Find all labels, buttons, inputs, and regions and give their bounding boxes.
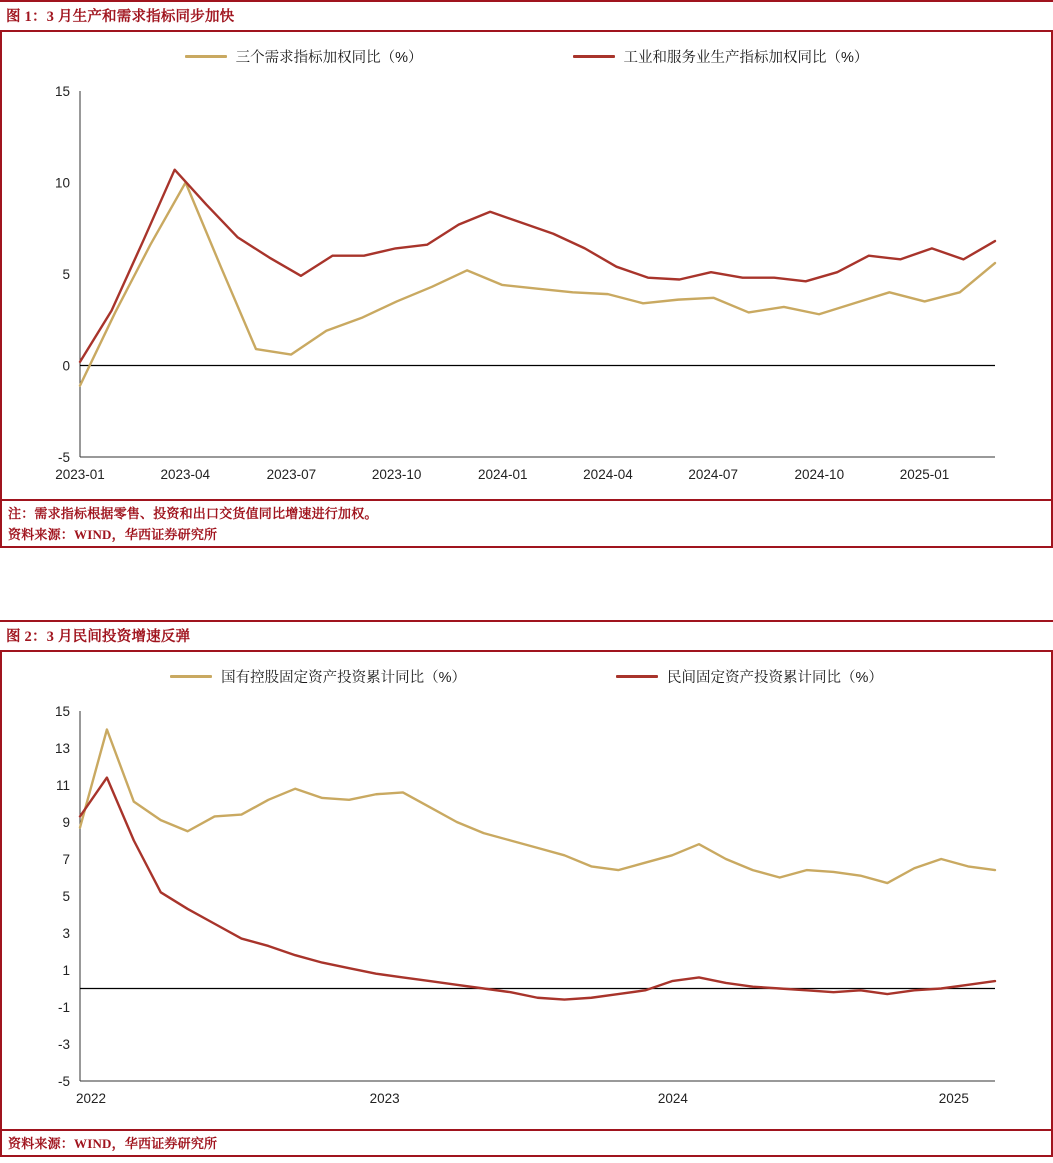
legend-label-state-owned: 国有控股固定资产投资累计同比（%）	[221, 670, 466, 686]
svg-text:2025: 2025	[938, 1091, 969, 1106]
figure-1-block	[0, 0, 1053, 548]
figure-2-plot	[2, 689, 1051, 1129]
figure-2-source: 资料来源：WIND，华西证券研究所	[8, 1136, 218, 1151]
svg-text:5: 5	[62, 267, 70, 282]
svg-text:-5: -5	[57, 450, 70, 465]
figure-1-footnote-box	[0, 499, 1053, 548]
legend-label-production: 工业和服务业生产指标加权同比（%）	[623, 50, 869, 66]
legend-item-private	[616, 666, 883, 687]
figure-1-chart-frame	[0, 32, 1053, 499]
svg-text:2022: 2022	[75, 1091, 107, 1106]
figure-2-footnote-box	[0, 1129, 1053, 1157]
legend-item-demand	[185, 46, 423, 67]
figure-2-title: 图 2：3 月民间投资增速反弹	[0, 620, 1053, 652]
figure-1-plot	[2, 69, 1051, 499]
svg-text:2023: 2023	[369, 1091, 400, 1106]
svg-text:2024-07: 2024-07	[688, 467, 738, 482]
svg-text:5: 5	[62, 889, 70, 904]
svg-text:2024-01: 2024-01	[477, 467, 528, 482]
svg-text:2023-10: 2023-10	[371, 467, 422, 482]
figure-1-source: 资料来源：WIND，华西证券研究所	[8, 527, 218, 543]
figure-1-note: 注：需求指标根据零售、投资和出口交货值同比增速进行加权。	[8, 506, 378, 521]
legend-swatch-state-owned	[170, 675, 212, 678]
figure-2-svg	[2, 689, 1051, 1129]
svg-text:0: 0	[62, 358, 70, 374]
legend-swatch-demand	[185, 55, 227, 58]
svg-text:1: 1	[62, 963, 70, 978]
svg-text:13: 13	[54, 741, 70, 756]
legend-swatch-production	[573, 55, 615, 58]
svg-text:9: 9	[62, 815, 70, 830]
svg-text:7: 7	[62, 852, 70, 867]
svg-text:2024: 2024	[657, 1091, 688, 1106]
svg-text:-1: -1	[57, 1000, 70, 1015]
svg-text:2024-04: 2024-04	[583, 467, 633, 482]
svg-text:2023-04: 2023-04	[160, 467, 210, 482]
figure-1-legend	[2, 32, 1051, 69]
svg-text:3: 3	[62, 926, 70, 941]
svg-text:15: 15	[54, 84, 70, 99]
legend-swatch-private	[616, 675, 658, 678]
svg-text:-3: -3	[57, 1037, 70, 1052]
figure-1-svg	[2, 69, 1051, 499]
svg-text:2025-01: 2025-01	[899, 467, 950, 482]
legend-label-demand: 三个需求指标加权同比（%）	[235, 50, 423, 66]
figure-1-title: 图 1：3 月生产和需求指标同步加快	[0, 0, 1053, 32]
figure-2-chart-frame	[0, 652, 1053, 1129]
svg-text:2024-10: 2024-10	[794, 467, 845, 482]
svg-text:10: 10	[54, 175, 70, 191]
legend-item-state-owned	[170, 666, 466, 687]
figure-2-legend	[2, 652, 1051, 689]
svg-text:-5: -5	[57, 1074, 70, 1089]
svg-text:15: 15	[54, 704, 70, 719]
svg-text:11: 11	[55, 778, 70, 793]
svg-text:2023-07: 2023-07	[266, 467, 317, 482]
legend-item-production	[573, 46, 869, 67]
legend-label-private: 民间固定资产投资累计同比（%）	[667, 670, 883, 686]
svg-text:2023-01: 2023-01	[55, 467, 105, 482]
figure-2-block	[0, 620, 1053, 1157]
